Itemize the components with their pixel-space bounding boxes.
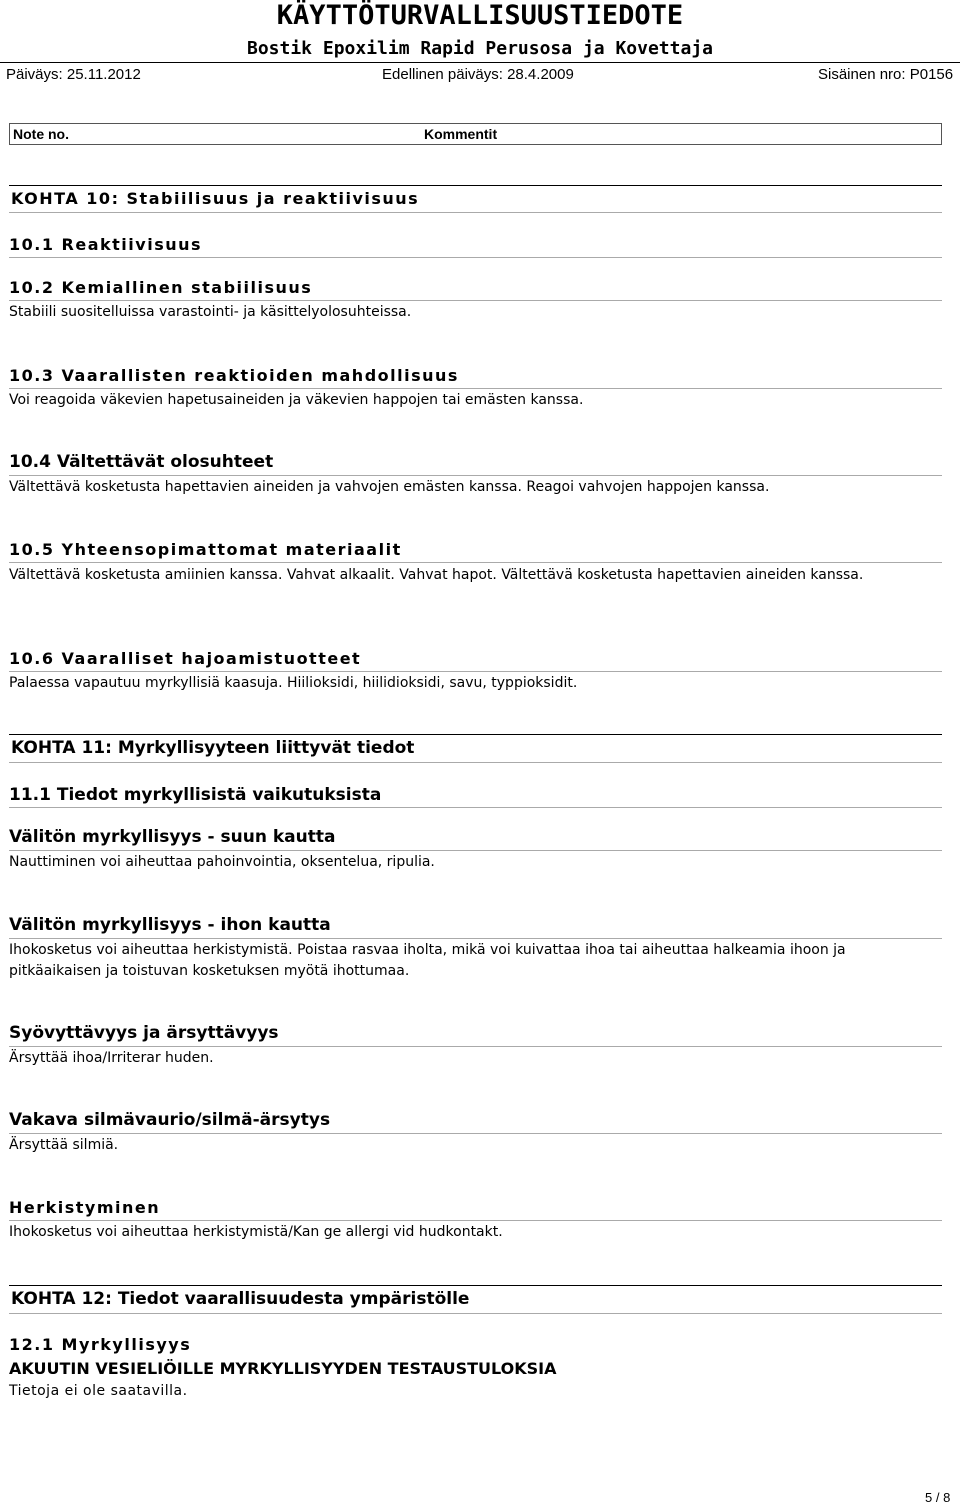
internal-number: Sisäinen nro: P0156: [818, 66, 954, 83]
aquatic-toxicity-text: Tietoja ei ole saatavilla.: [9, 1383, 188, 1399]
page-number: 5 / 8: [925, 1490, 951, 1505]
subsection-11-1-title: 11.1 Tiedot myrkyllisistä vaikutuksista: [9, 785, 382, 805]
section-11-title: KOHTA 11: Myrkyllisyyteen liittyvät tiedot: [11, 738, 415, 758]
section-10-bottom-rule: [9, 212, 942, 213]
subsection-rule: [9, 807, 942, 808]
corrosion-irritation-title: Syövyttävyys ja ärsyttävyys: [9, 1023, 279, 1043]
subsection-rule: [9, 475, 942, 476]
note-no-header: Note no.: [13, 126, 69, 142]
corrosion-irritation-text: Ärsyttää ihoa/Irriterar huden.: [9, 1050, 214, 1066]
header-divider: [0, 62, 960, 63]
section-12-top-rule: [9, 1285, 942, 1286]
sensitization-title: Herkistyminen: [9, 1198, 161, 1217]
subsection-10-1-title: 10.1 Reaktiivisuus: [9, 235, 203, 254]
subsection-10-2-text: Stabiili suositelluissa varastointi- ja käsittelyolosuhteissa.: [9, 304, 412, 320]
subsection-rule: [9, 938, 942, 939]
subsection-10-2-title: 10.2 Kemiallinen stabiilisuus: [9, 278, 313, 297]
previous-date: Edellinen päiväys: 28.4.2009: [382, 66, 574, 83]
subsection-rule: [9, 850, 942, 851]
subsection-rule: [9, 300, 942, 301]
eye-damage-text: Ärsyttää silmiä.: [9, 1137, 119, 1153]
section-10-top-rule: [9, 185, 942, 186]
subsection-rule: [9, 1133, 942, 1134]
subsection-10-3-title: 10.3 Vaarallisten reaktioiden mahdollisuus: [9, 366, 459, 385]
comments-header: Kommentit: [424, 126, 498, 142]
section-11-top-rule: [9, 734, 942, 735]
subsection-rule: [9, 1220, 942, 1221]
subsection-rule: [9, 1046, 942, 1047]
section-12-title: KOHTA 12: Tiedot vaarallisuudesta ympäristölle: [11, 1289, 470, 1309]
subsection-10-3-text: Voi reagoida väkevien hapetusaineiden ja väkevien happojen tai emästen kanssa.: [9, 392, 584, 408]
date: Päiväys: 25.11.2012: [6, 66, 141, 83]
section-11-bottom-rule: [9, 762, 942, 763]
subsection-12-1-title: 12.1 Myrkyllisyys: [9, 1335, 192, 1354]
sensitization-text: Ihokosketus voi aiheuttaa herkistymistä/Kan ge allergi vid hudkontakt.: [9, 1224, 503, 1240]
subsection-10-5-title: 10.5 Yhteensopimattomat materiaalit: [9, 540, 402, 559]
subsection-rule: [9, 671, 942, 672]
dermal-toxicity-title: Välitön myrkyllisyys - ihon kautta: [9, 915, 331, 935]
section-10-title: KOHTA 10: Stabiilisuus ja reaktiivisuus: [11, 189, 420, 208]
subsection-rule: [9, 562, 942, 563]
oral-toxicity-text: Nauttiminen voi aiheuttaa pahoinvointia, oksentelua, ripulia.: [9, 854, 435, 870]
document-title: KÄYTTÖTURVALLISUUSTIEDOTE: [276, 0, 684, 31]
subsection-10-4-text: Vältettävä kosketusta hapettavien aineiden ja vahvojen emästen kanssa. Reagoi vahvojen happojen kanssa.: [9, 479, 770, 495]
subsection-10-5-text: Vältettävä kosketusta amiinien kanssa. Vahvat alkaalit. Vahvat hapot. Vältettävä kosketusta hapettavien aineiden kanssa.: [9, 567, 864, 583]
aquatic-toxicity-heading: AKUUTIN VESIELIÖILLE MYRKYLLISYYDEN TESTAUSTULOKSIA: [9, 1359, 557, 1378]
note-table: [9, 123, 942, 145]
section-12-bottom-rule: [9, 1313, 942, 1314]
subsection-10-4-title: 10.4 Vältettävät olosuhteet: [9, 452, 274, 472]
product-name: Bostik Epoxilim Rapid Perusosa ja Kovettaja: [247, 38, 713, 59]
subsection-10-6-title: 10.6 Vaaralliset hajoamistuotteet: [9, 649, 362, 668]
subsection-rule: [9, 388, 942, 389]
dermal-toxicity-text: Ihokosketus voi aiheuttaa herkistymistä. Poistaa rasvaa iholta, mikä voi kuivattaa ihoa tai aiheuttaa halkeamia ihoon ja pitkäaikaisen ja toistuvan kosketuksen myötä ihottumaa.: [9, 942, 846, 979]
eye-damage-title: Vakava silmävaurio/silmä-ärsytys: [9, 1110, 331, 1130]
subsection-10-6-text: Palaessa vapautuu myrkyllisiä kaasuja. Hiilioksidi, hiilidioksidi, savu, typpioksidit.: [9, 675, 578, 691]
subsection-rule: [9, 257, 942, 258]
oral-toxicity-title: Välitön myrkyllisyys - suun kautta: [9, 827, 336, 847]
